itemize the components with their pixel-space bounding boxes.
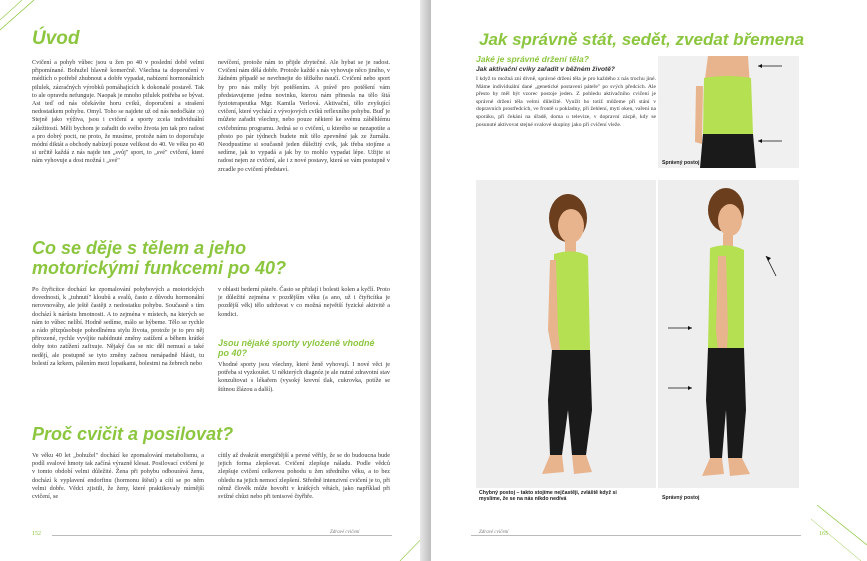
why-text-col2: cítily až dvakrát energičtější a pevné věřily, že se do budoucna bude jejich forma zlepšovat. Cvičení zlepšuje náladu. Podle vědců zlepšuje cvičení celkovou pohodu u žen středního věku, a to bez ohledu na jejich nemocí zlepšení. Středně intenzivní cvičení je to, při němž člověk může hovořit v krátkých větách, jako například při svižné chůzi nebo při tenisové čtyřhře. — [218, 452, 390, 501]
corner-decoration-bottom — [360, 520, 427, 561]
posture-text: I když to možná zní divně, správné držení těla je pro každého z nás trochu jiné. Máme individuální dané „genetické postavení páteře" po svých předcích. Ale přesto by měl být vzorec postoje jeden. Z pohledu aktivačního cvičení je správné držení těla velmi důležité. Využít ho totiž můžeme při stání v dopravních prostředcích, ve frontě u pokladny, při žehlení, mytí oken, vaření na sporáku, při čekání na úřadě, doma u televize, v dopravní zácpě, kdy se posunuté aktivovat stejné svalové skupiny jako při cvičení vleže. — [476, 76, 656, 128]
intro-text-col1: Cvičení a pohyb vůbec jsou u žen po 40 v poslední době velmi připomínané. Bohužel hlavně komerčně. Všechna ta doporučení v médiích o potřebě zhubnout a dobře vypadat, nabízení hormonálních pilulek, zázračných výrobků pomáhajících k dokonalé postavě. Tak to ale opravdu nefunguje. Naopak je mnoho pilulek potřeba se bývat. Asi teď od nás očekávíte horu cviků, doporučení a strašení nedostatkem pohybu. Omyl. Toho se najdete už od nás nedočkáte :o) Stejně jako výživa, jsou i cvičení a sporty zcela individuální záležitostí. Měli bychom je zařadit do svého života jen tak pro radost a pro dobrý pocit, ne proto, že musíme, protože nám to doporučuje módní diktát a obchody nabízejí pouze velikost do 40. Ve věku po 40 si určitě každá z nás najde ten „svůj" sport, to „své" cvičení, které nám vyhovuje a dost možná i „své" — [32, 59, 204, 165]
corner-decoration-right — [811, 505, 867, 561]
section-title-why-exercise: Proč cvičit a posilovat? — [32, 424, 234, 444]
photo-correct-posture-torso — [658, 56, 799, 168]
caption-incorrect-posture: Chybný postoj – takto stojíme nejčastěji, zvláště když si myslíme, že se na nás nikdo nedívá — [479, 490, 617, 503]
caption-correct-posture-bottom: Správný postoj — [662, 495, 700, 501]
footer-rule — [52, 535, 392, 536]
page-number-right: 165 — [819, 531, 828, 537]
running-head-right: Zdravé cvičení — [479, 530, 509, 535]
page-number-left: 152 — [32, 531, 41, 537]
photo-incorrect-posture — [476, 180, 656, 488]
left-page — [0, 0, 427, 561]
subtitle-correct-posture: Jaké je správné držení těla? — [476, 54, 589, 64]
footer-rule-right — [471, 535, 801, 536]
page-title-posture: Jak správně stát, sedět, zvedat břemena — [479, 30, 805, 49]
section-title-body-after-40: Co se děje s tělem a jeho motorickými funkcemi po 40? — [32, 238, 287, 278]
body-text-col1: Po čtyřicítce dochází ke zpomalování pohybových a motorických dovedností, k „tuhnutí" kloubů a svalů, často z důvodu hormonální nerovnováhy, ale ještě častěji z nedostatku pohybu. Současně s tím dochází k nárůstu hmotnosti. A to zejména v místech, na kterých se nám to vůbec nelíbí. Hodně sedíme, málo se hýbeme. Tělo se rychle a rádo přizpůsobuje pohodlnému stylu života, protože je to pro něj přirozené, rychle vyvíjíte nabídnuté změny zatížení a během krátké doby toto zatížení zafixuje. Nějaký čas se nic děl nemusí a také nedějí, ale postupně se tyto změny začnou nenápadně hlásit, tu bolestí za krkem, pálením mezi lopatkami, bolestmi na žebrech nebo — [32, 286, 204, 367]
intro-text-col2: nevíčení, protože nám to přijde zbytečné. Ale hybat se je radost. Cvičení nám dělá dobře. Protože každé s nás vyhovuje něco jiného, v žádném případě se nevrhnejte do těžkého naučí. Cvičení nebo sport by pro nás měly být potěšením. A právě pro potěšení vám představujeme jednu novinku, kterou nám přinesla na tělo šitá fyzioterapeutka Mgr. Kamila Verlová. Aktivační, tělo zvyšující cvičení, které vychází z vývojových cviků reflexního pohybu. Buď je můžete zařadit všechny, nebo pouze některé ke svému záběhlému cvičebnímu programu. Jedná se o cvičení, u kterého se nezapotíte a přesto po pár týdnech budete mít tělo zpevněné jak ze žurnálu. Neodpustíme si současně jeden důležitý cvik, jak třeba stojíme a sedíme, jak to vypadá a jak by to mohlo vypadat lépe. Užijte si radost nejen ze cvičení, ale i z nové postavy, která se vám postupně v zrcadle po cvičení představí. — [218, 59, 390, 173]
why-text-col1: Ve věku 40 let „bohužel" dochází ke zpomalování metabolismu, a podíl svalové hmoty tak začíná výrazně klesat. Posilovací cvičení je v tomto období velmi důležité. Žena při pohybu odbourává ženu, dochází k vyplavení endorfinu (hormonu štěstí) a cítí se po něm velmi dobře. Vědci zjistili, že ženy, které praktikovaly mírnější cvičení, se — [32, 452, 204, 501]
subtitle-sports-after-40: Jsou nějaké sporty vyloženě vhodné po 40? — [218, 338, 375, 358]
section-title-uvod: Úvod — [32, 28, 80, 49]
caption-correct-posture-top: Správný postoj — [662, 160, 700, 166]
body-text-col2b: Vhodné sporty jsou všechny, které ženě vyhovují. I nové věci je potřeba si vyzkoušet. U některých diagnóz je ale nutné zdravotní stav konzultovat s lékařem (vysoký krevní tlak, cukrovka, potíže se štítnou žlázou a další). — [218, 361, 390, 393]
subtitle-everyday-exercises: Jak aktivační cviky zařadit v běžném životě? — [476, 66, 615, 73]
running-head-left: Zdravé cvičení — [330, 530, 360, 535]
body-text-col2a: v oblasti bederní páteře. Často se přidají i bolesti kolen a kyčlí. Proto je důležité zejména v pozdějším věku (a ano, už i čtyřicítka je pozdější věk) tělo udržovat v co možná největší fyzické aktivitě a kondici. — [218, 286, 390, 318]
photo-correct-posture — [658, 180, 799, 488]
right-page — [431, 0, 867, 561]
